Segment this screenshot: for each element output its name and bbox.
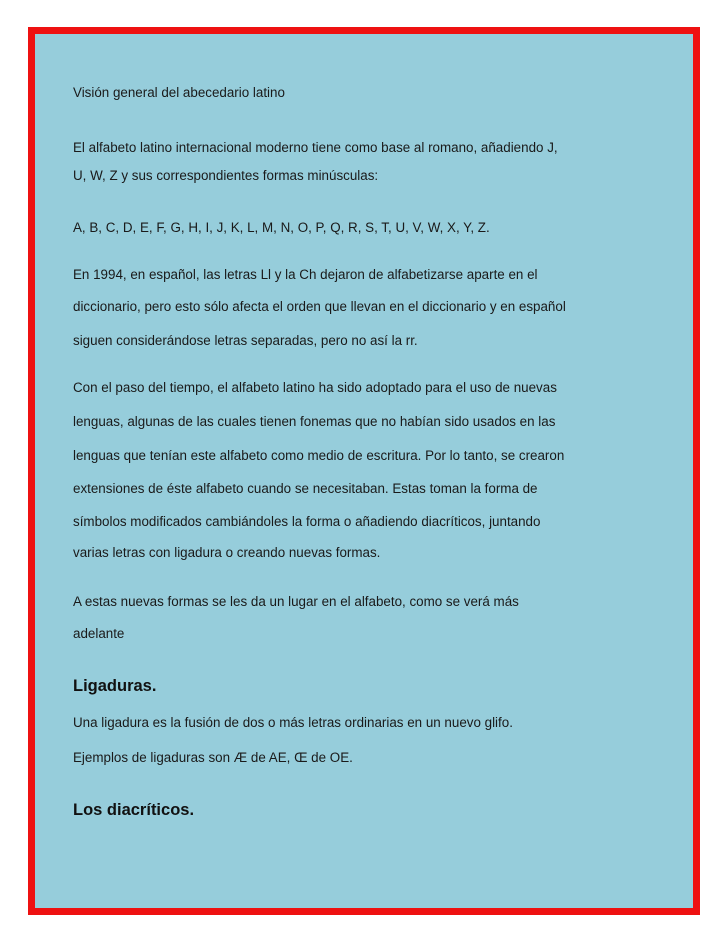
paragraph-line: Ejemplos de ligaduras son Æ de AE, Œ de OE.	[73, 750, 353, 765]
paragraph-line: varias letras con ligadura o creando nuevas formas.	[73, 545, 381, 560]
paragraph-line: siguen considerándose letras separadas, pero no así la rr.	[73, 333, 418, 348]
paragraph-line: diccionario, pero esto sólo afecta el orden que llevan en el diccionario y en español	[73, 299, 566, 314]
paragraph-line: lenguas que tenían este alfabeto como medio de escritura. Por lo tanto, se crearon	[73, 448, 565, 463]
section-heading-ligaduras: Ligaduras.	[73, 677, 157, 695]
paragraph-line: A estas nuevas formas se les da un lugar en el alfabeto, como se verá más	[73, 594, 519, 609]
paragraph-line: adelante	[73, 626, 125, 641]
paragraph-line: lenguas, algunas de las cuales tienen fonemas que no habían sido usados en las	[73, 414, 556, 429]
paragraph-line: U, W, Z y sus correspondientes formas minúsculas:	[73, 168, 379, 183]
paragraph-line: Con el paso del tiempo, el alfabeto latino ha sido adoptado para el uso de nuevas	[73, 380, 557, 395]
paragraph-line: En 1994, en español, las letras Ll y la Ch dejaron de alfabetizarse aparte en el	[73, 267, 538, 282]
paragraph-line: Una ligadura es la fusión de dos o más letras ordinarias en un nuevo glifo.	[73, 715, 513, 730]
document-title: Visión general del abecedario latino	[73, 85, 285, 100]
paragraph-line: símbolos modificados cambiándoles la forma o añadiendo diacríticos, juntando	[73, 514, 541, 529]
paragraph-line: extensiones de éste alfabeto cuando se necesitaban. Estas toman la forma de	[73, 481, 538, 496]
section-heading-diacriticos: Los diacríticos.	[73, 801, 195, 819]
paragraph-line: El alfabeto latino internacional moderno tiene como base al romano, añadiendo J,	[73, 140, 558, 155]
page-frame	[28, 27, 700, 915]
alphabet-line: A, B, C, D, E, F, G, H, I, J, K, L, M, N, O, P, Q, R, S, T, U, V, W, X, Y, Z.	[73, 220, 490, 235]
